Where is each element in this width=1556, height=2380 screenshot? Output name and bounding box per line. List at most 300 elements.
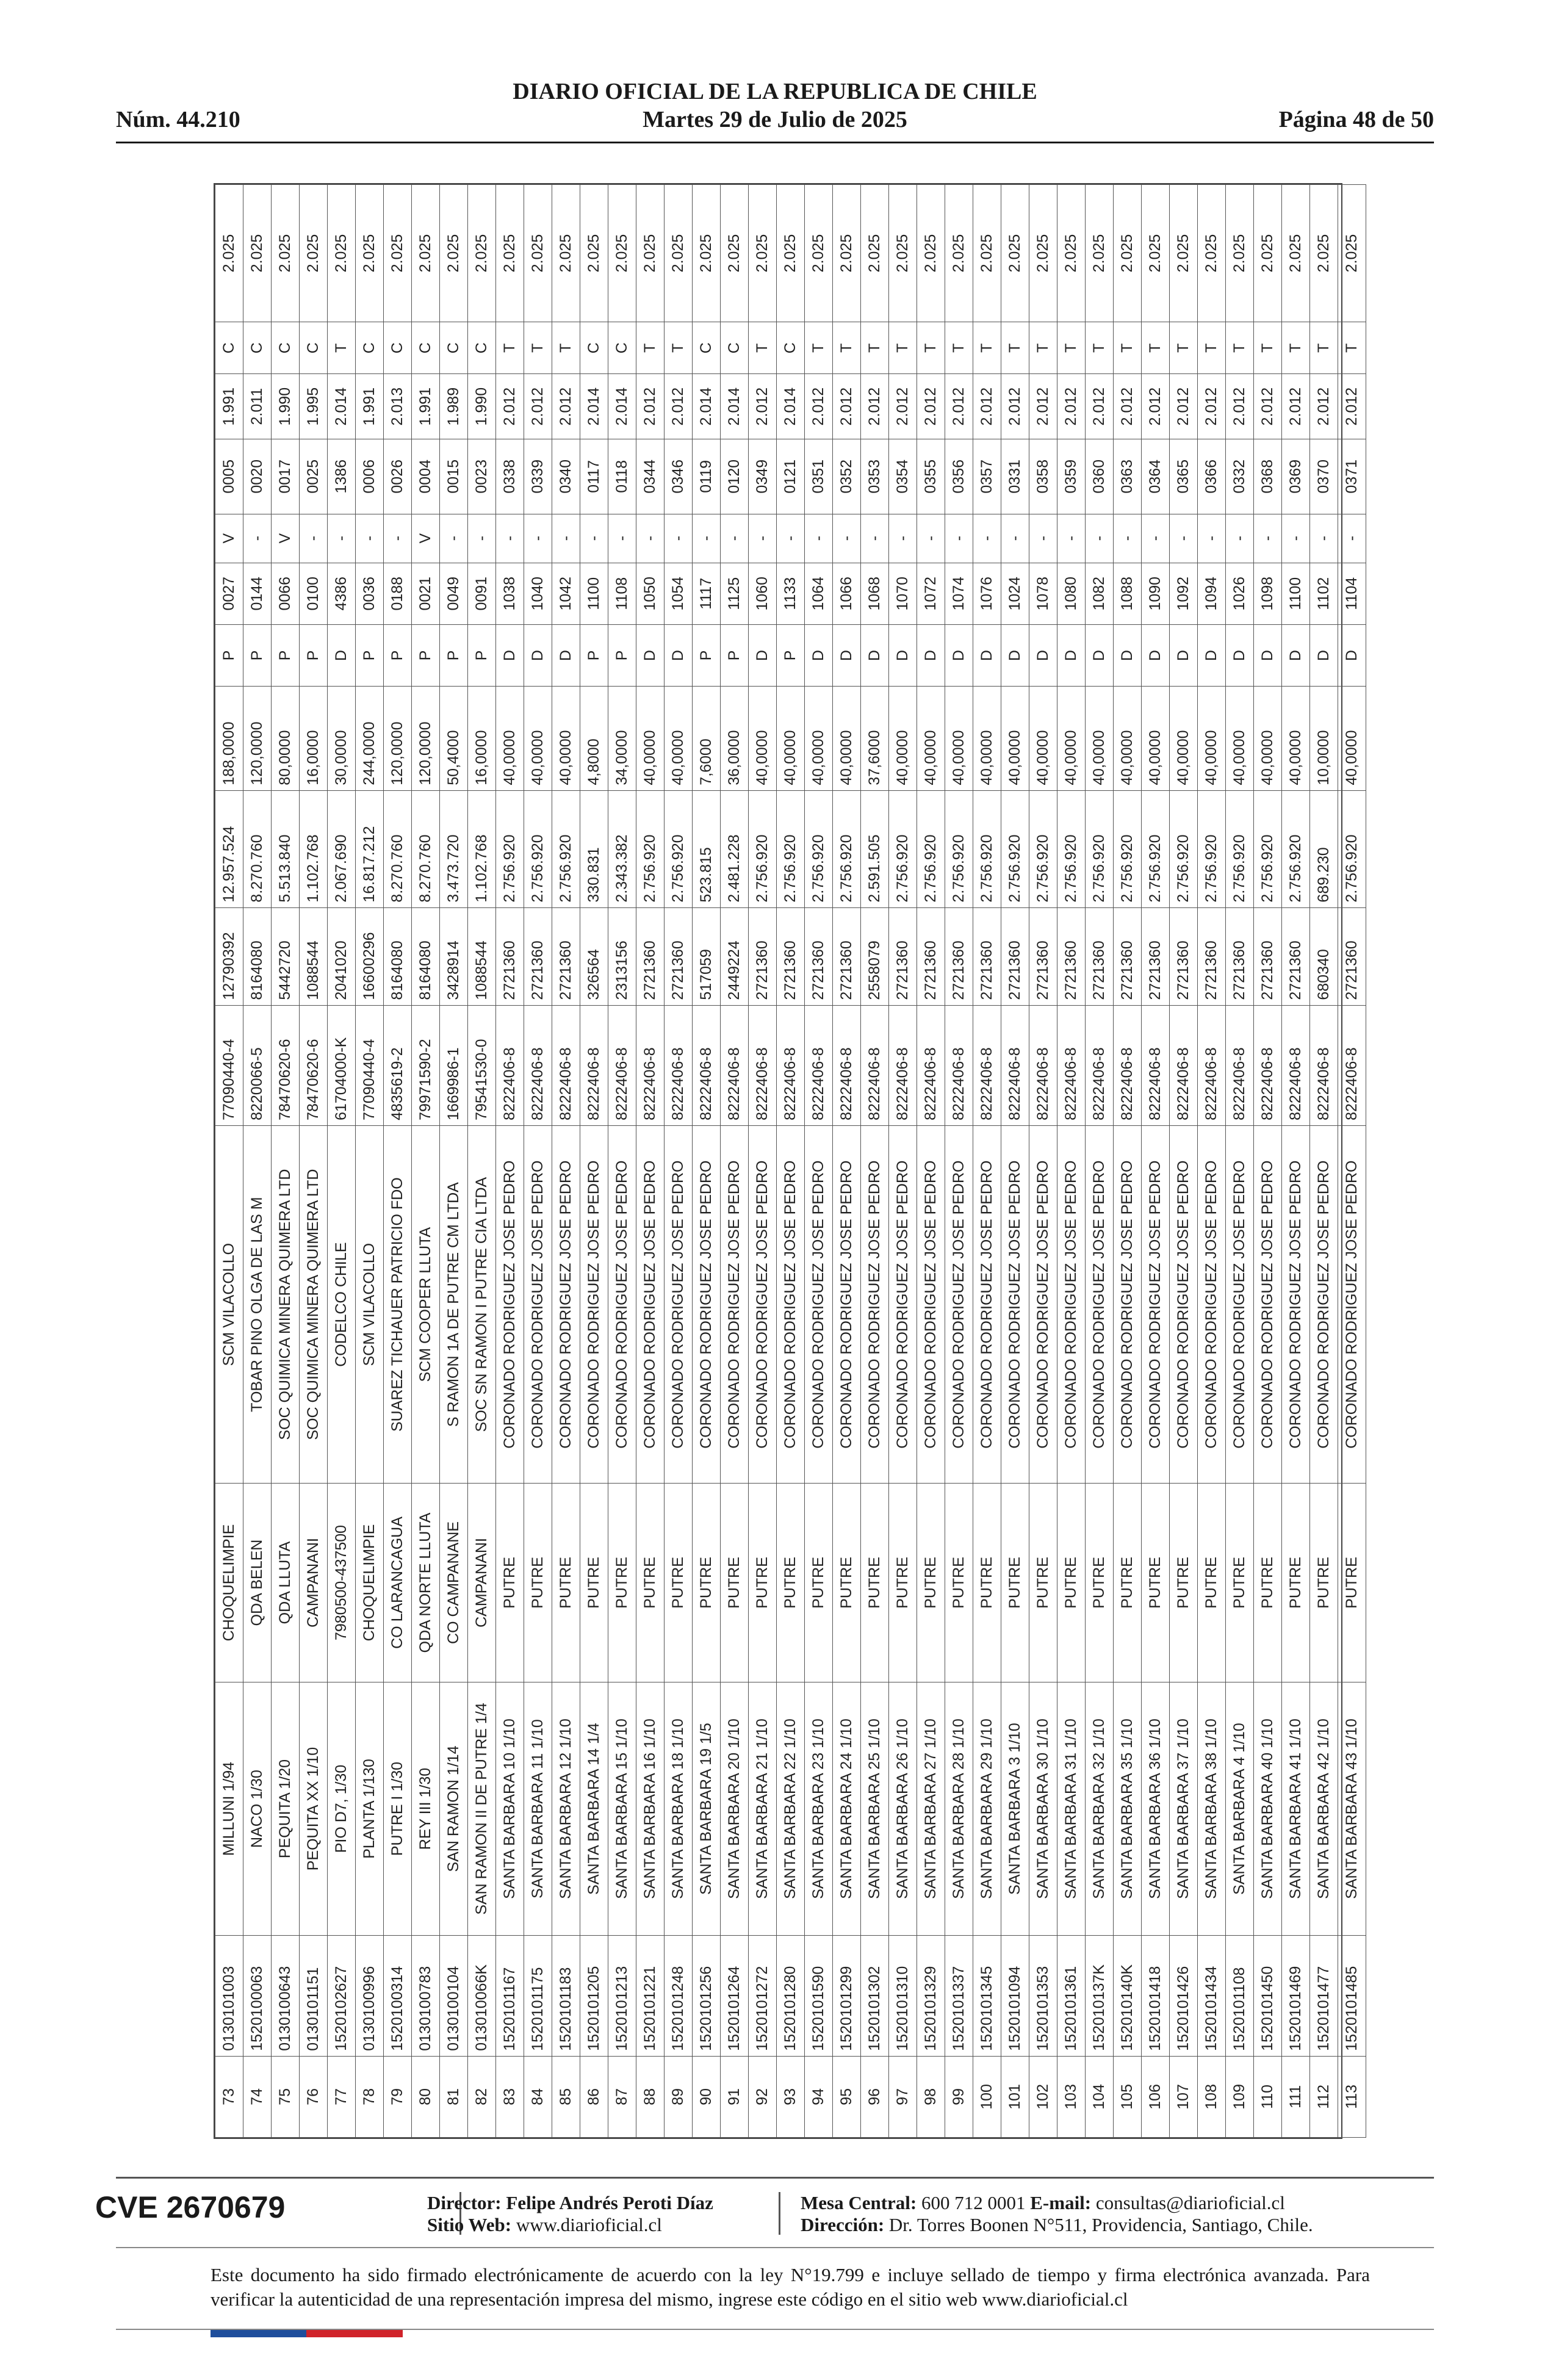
table-row: [973, 185, 1001, 2138]
cell-year: 2.012: [636, 374, 665, 439]
cell-code-2: 0358: [1029, 439, 1057, 514]
cell-rut: 8222406-8: [777, 1005, 805, 1125]
cell-value-1: 2721360: [1254, 907, 1282, 1005]
table-row: [243, 185, 272, 2138]
cell-location: PUTRE: [496, 1484, 524, 1682]
cell-owner: CORONADO RODRIGUEZ JOSE PEDRO: [524, 1125, 552, 1483]
cell-class: T: [1254, 322, 1282, 374]
cell-year: 2.012: [524, 374, 552, 439]
cell-hectares: 50,4000: [440, 687, 468, 791]
table-row: [1338, 185, 1366, 2138]
cell-class: T: [552, 322, 580, 374]
cell-location: PUTRE: [1338, 1484, 1366, 1682]
table-row: [356, 185, 384, 2138]
table-row: [1254, 185, 1282, 2138]
cell-flag: -: [1057, 514, 1086, 563]
cell-location: PUTRE: [777, 1484, 805, 1682]
cell-type: D: [889, 624, 917, 686]
cell-value-2: 689.230: [1310, 790, 1338, 907]
cell-owner: CORONADO RODRIGUEZ JOSE PEDRO: [1029, 1125, 1057, 1483]
table-body: [215, 185, 1366, 2138]
cell-hectares: 40,0000: [945, 687, 973, 791]
cell-code-2: 0015: [440, 439, 468, 514]
cell-type: D: [1057, 624, 1086, 686]
cell-value-1: 2721360: [496, 907, 524, 1005]
cell-rol-number: 1520101353: [1029, 1936, 1057, 2056]
cell-code-2: 0017: [272, 439, 300, 514]
cell-tax-year: 2.025: [917, 185, 945, 322]
cell-row-index: 99: [945, 2056, 973, 2137]
cell-value-1: 8164080: [384, 907, 412, 1005]
cell-value-1: 12790392: [215, 907, 243, 1005]
cell-concession-name: SANTA BARBARA 32 1/10: [1086, 1682, 1114, 1936]
cell-value-2: 1.102.768: [300, 790, 328, 907]
cell-year: 2.012: [1170, 374, 1198, 439]
cell-value-1: 326564: [580, 907, 608, 1005]
cell-owner: CORONADO RODRIGUEZ JOSE PEDRO: [1142, 1125, 1170, 1483]
cell-hectares: 40,0000: [1282, 687, 1310, 791]
cell-concession-name: PUTRE I 1/30: [384, 1682, 412, 1936]
cell-owner: CORONADO RODRIGUEZ JOSE PEDRO: [1198, 1125, 1226, 1483]
cell-type: D: [665, 624, 693, 686]
cell-owner: S RAMON 1A DE PUTRE CM LTDA: [440, 1125, 468, 1483]
table-row: [749, 185, 777, 2138]
cell-owner: CORONADO RODRIGUEZ JOSE PEDRO: [973, 1125, 1001, 1483]
cell-owner: SUAREZ TICHAUER PATRICIO FDO: [384, 1125, 412, 1483]
cell-tax-year: 2.025: [945, 185, 973, 322]
cell-code-1: 1090: [1142, 563, 1170, 624]
cell-hectares: 16,0000: [300, 687, 328, 791]
cell-tax-year: 2.025: [328, 185, 356, 322]
cell-flag: -: [693, 514, 721, 563]
cell-rol-number: 013010066K: [468, 1936, 496, 2056]
cell-rol-number: 1520101485: [1338, 1936, 1366, 2056]
cell-code-2: 0005: [215, 439, 243, 514]
cell-value-2: 2.756.920: [636, 790, 665, 907]
cell-class: C: [693, 322, 721, 374]
cell-flag: -: [552, 514, 580, 563]
table-row: [917, 185, 945, 2138]
cell-location: PUTRE: [665, 1484, 693, 1682]
cell-class: C: [243, 322, 272, 374]
cell-row-index: 109: [1226, 2056, 1254, 2137]
cell-code-2: 0351: [805, 439, 833, 514]
cell-row-index: 93: [777, 2056, 805, 2137]
cell-type: P: [215, 624, 243, 686]
cell-owner: CORONADO RODRIGUEZ JOSE PEDRO: [917, 1125, 945, 1483]
cell-owner: CORONADO RODRIGUEZ JOSE PEDRO: [833, 1125, 861, 1483]
cell-hectares: 10,0000: [1310, 687, 1338, 791]
cell-code-2: 0006: [356, 439, 384, 514]
cell-code-1: 1042: [552, 563, 580, 624]
cell-value-2: 2.756.920: [749, 790, 777, 907]
table-row: [300, 185, 328, 2138]
cell-hectares: 30,0000: [328, 687, 356, 791]
cell-rol-number: 1520101213: [608, 1936, 636, 2056]
cell-rut: 8222406-8: [1198, 1005, 1226, 1125]
cell-rut: 8222406-8: [1282, 1005, 1310, 1125]
address-label: Dirección:: [801, 2214, 885, 2235]
cell-row-index: 73: [215, 2056, 243, 2137]
cell-location: PUTRE: [861, 1484, 889, 1682]
cell-concession-name: SANTA BARBARA 15 1/10: [608, 1682, 636, 1936]
cell-type: D: [861, 624, 889, 686]
cell-hectares: 40,0000: [889, 687, 917, 791]
cell-flag: -: [356, 514, 384, 563]
cell-concession-name: SANTA BARBARA 20 1/10: [721, 1682, 749, 1936]
cell-row-index: 107: [1170, 2056, 1198, 2137]
cell-value-2: 2.756.920: [1226, 790, 1254, 907]
cell-concession-name: SANTA BARBARA 40 1/10: [1254, 1682, 1282, 1936]
cell-rol-number: 0130101003: [215, 1936, 243, 2056]
concessions-table: [215, 184, 1366, 2138]
cell-rol-number: 1520101205: [580, 1936, 608, 2056]
cell-flag: -: [1226, 514, 1254, 563]
cell-class: T: [1001, 322, 1029, 374]
cell-type: P: [468, 624, 496, 686]
cell-rut: 8222406-8: [1226, 1005, 1254, 1125]
cell-value-2: 2.756.920: [805, 790, 833, 907]
cell-owner: CORONADO RODRIGUEZ JOSE PEDRO: [861, 1125, 889, 1483]
cell-value-2: 2.756.920: [1142, 790, 1170, 907]
cell-type: P: [693, 624, 721, 686]
cell-value-2: 2.756.920: [1338, 790, 1366, 907]
cell-flag: -: [1310, 514, 1338, 563]
mesa-label: Mesa Central:: [801, 2192, 917, 2213]
cell-year: 2.012: [1226, 374, 1254, 439]
cell-value-2: 2.756.920: [665, 790, 693, 907]
cell-hectares: 37,6000: [861, 687, 889, 791]
cell-year: 1.990: [272, 374, 300, 439]
cell-hectares: 40,0000: [917, 687, 945, 791]
cell-row-index: 77: [328, 2056, 356, 2137]
table-row: [440, 185, 468, 2138]
cell-code-2: 0025: [300, 439, 328, 514]
cell-class: T: [636, 322, 665, 374]
cell-flag: -: [973, 514, 1001, 563]
cell-rut: 8222406-8: [1029, 1005, 1057, 1125]
cell-concession-name: SANTA BARBARA 16 1/10: [636, 1682, 665, 1936]
cell-concession-name: SANTA BARBARA 14 1/4: [580, 1682, 608, 1936]
cell-year: 2.014: [721, 374, 749, 439]
cell-tax-year: 2.025: [1254, 185, 1282, 322]
cell-code-2: 0338: [496, 439, 524, 514]
cell-concession-name: SANTA BARBARA 11 1/10: [524, 1682, 552, 1936]
cell-rut: 8222406-8: [1310, 1005, 1338, 1125]
cell-concession-name: PIO D7, 1/30: [328, 1682, 356, 1936]
cell-hectares: 40,0000: [1001, 687, 1029, 791]
table-row: [1057, 185, 1086, 2138]
cell-code-1: 0049: [440, 563, 468, 624]
cell-code-2: 0121: [777, 439, 805, 514]
cell-rut: 8222406-8: [1001, 1005, 1029, 1125]
cell-rut: 8222406-8: [1338, 1005, 1366, 1125]
cell-type: P: [721, 624, 749, 686]
cell-type: P: [272, 624, 300, 686]
cell-row-index: 86: [580, 2056, 608, 2137]
cell-rol-number: 1520101337: [945, 1936, 973, 2056]
cell-class: C: [468, 322, 496, 374]
cell-rut: 8222406-8: [496, 1005, 524, 1125]
cell-value-2: 2.756.920: [1170, 790, 1198, 907]
cell-rol-number: 1520101345: [973, 1936, 1001, 2056]
cell-concession-name: SANTA BARBARA 30 1/10: [1029, 1682, 1057, 1936]
cell-owner: CORONADO RODRIGUEZ JOSE PEDRO: [552, 1125, 580, 1483]
issue-number: Núm. 44.210: [116, 107, 240, 132]
cell-rol-number: 1520101426: [1170, 1936, 1198, 2056]
cell-code-1: 1026: [1226, 563, 1254, 624]
cell-flag: -: [580, 514, 608, 563]
cell-code-2: 0364: [1142, 439, 1170, 514]
cell-row-index: 85: [552, 2056, 580, 2137]
cell-rol-number: 1520101167: [496, 1936, 524, 2056]
flag-stripe: [211, 2330, 403, 2337]
cell-flag: -: [440, 514, 468, 563]
cell-value-1: 2721360: [945, 907, 973, 1005]
cell-code-2: 0332: [1226, 439, 1254, 514]
website-label: Sitio Web:: [427, 2214, 512, 2235]
cell-value-2: 2.756.920: [777, 790, 805, 907]
cell-rut: 4835619-2: [384, 1005, 412, 1125]
table-row: [1170, 185, 1198, 2138]
cell-concession-name: MILLUNI 1/94: [215, 1682, 243, 1936]
table-row: [861, 185, 889, 2138]
cell-location: CHOQUELIMPIE: [356, 1484, 384, 1682]
cell-class: C: [384, 322, 412, 374]
cell-tax-year: 2.025: [496, 185, 524, 322]
cell-year: 2.012: [1254, 374, 1282, 439]
cell-rol-number: 0130100783: [412, 1936, 440, 2056]
cell-rut: 8222406-8: [524, 1005, 552, 1125]
cell-rol-number: 0130101151: [300, 1936, 328, 2056]
table-row: [1310, 185, 1338, 2138]
cell-code-1: 1082: [1086, 563, 1114, 624]
cell-concession-name: SANTA BARBARA 27 1/10: [917, 1682, 945, 1936]
cell-concession-name: SANTA BARBARA 25 1/10: [861, 1682, 889, 1936]
rotated-table-wrapper: [215, 184, 1360, 2138]
cell-tax-year: 2.025: [1114, 185, 1142, 322]
website-link[interactable]: www.diarioficial.cl: [516, 2214, 662, 2235]
cell-value-1: 2721360: [1198, 907, 1226, 1005]
cell-row-index: 83: [496, 2056, 524, 2137]
cell-concession-name: SANTA BARBARA 42 1/10: [1310, 1682, 1338, 1936]
cell-rut: 8222406-8: [861, 1005, 889, 1125]
cell-concession-name: SANTA BARBARA 4 1/10: [1226, 1682, 1254, 1936]
cell-type: P: [243, 624, 272, 686]
table-row: [777, 185, 805, 2138]
cell-code-1: 1038: [496, 563, 524, 624]
cell-row-index: 74: [243, 2056, 272, 2137]
table-row: [580, 185, 608, 2138]
cell-flag: -: [889, 514, 917, 563]
cell-owner: CORONADO RODRIGUEZ JOSE PEDRO: [1170, 1125, 1198, 1483]
cell-value-1: 2721360: [833, 907, 861, 1005]
table-row: [384, 185, 412, 2138]
cell-tax-year: 2.025: [608, 185, 636, 322]
cell-location: QDA BELEN: [243, 1484, 272, 1682]
cell-code-1: 1072: [917, 563, 945, 624]
cell-value-2: 330.831: [580, 790, 608, 907]
cell-type: D: [1254, 624, 1282, 686]
cell-value-2: 2.481.228: [721, 790, 749, 907]
cell-hectares: 40,0000: [1142, 687, 1170, 791]
cell-owner: SOC SN RAMON I PUTRE CIA LTDA: [468, 1125, 496, 1483]
cell-rut: 8222406-8: [608, 1005, 636, 1125]
cell-rut: 8222406-8: [833, 1005, 861, 1125]
cell-rol-number: 1520101299: [833, 1936, 861, 2056]
cell-hectares: 40,0000: [805, 687, 833, 791]
cell-rol-number: 1520101469: [1282, 1936, 1310, 2056]
cell-owner: CORONADO RODRIGUEZ JOSE PEDRO: [721, 1125, 749, 1483]
cell-hectares: 40,0000: [1254, 687, 1282, 791]
cell-owner: SCM VILACOLLO: [215, 1125, 243, 1483]
cell-rut: 8220066-5: [243, 1005, 272, 1125]
cell-year: 2.014: [693, 374, 721, 439]
cell-year: 2.011: [243, 374, 272, 439]
cell-value-1: 8164080: [412, 907, 440, 1005]
cell-value-1: 2313156: [608, 907, 636, 1005]
cell-value-1: 2041020: [328, 907, 356, 1005]
cell-flag: -: [300, 514, 328, 563]
cell-code-1: 1092: [1170, 563, 1198, 624]
cell-year: 1.991: [215, 374, 243, 439]
cell-tax-year: 2.025: [777, 185, 805, 322]
cell-class: T: [1226, 322, 1254, 374]
cell-flag: -: [917, 514, 945, 563]
cell-rut: 8222406-8: [749, 1005, 777, 1125]
cell-concession-name: SANTA BARBARA 29 1/10: [973, 1682, 1001, 1936]
cell-location: PUTRE: [552, 1484, 580, 1682]
cell-tax-year: 2.025: [272, 185, 300, 322]
cell-code-1: 1060: [749, 563, 777, 624]
cell-location: QDA LLUTA: [272, 1484, 300, 1682]
cell-code-1: 1050: [636, 563, 665, 624]
cell-concession-name: SANTA BARBARA 24 1/10: [833, 1682, 861, 1936]
table-row: [608, 185, 636, 2138]
cell-tax-year: 2.025: [356, 185, 384, 322]
cve-code: CVE 2670679: [95, 2190, 286, 2224]
cell-flag: -: [805, 514, 833, 563]
cell-concession-name: SANTA BARBARA 10 1/10: [496, 1682, 524, 1936]
cell-code-2: 0349: [749, 439, 777, 514]
cell-code-1: 1076: [973, 563, 1001, 624]
cell-type: D: [1142, 624, 1170, 686]
issue-date: Martes 29 de Julio de 2025: [643, 107, 907, 132]
cell-rut: 8222406-8: [580, 1005, 608, 1125]
cell-class: T: [1198, 322, 1226, 374]
table-row: [272, 185, 300, 2138]
cell-owner: CORONADO RODRIGUEZ JOSE PEDRO: [608, 1125, 636, 1483]
cell-code-2: 1386: [328, 439, 356, 514]
cell-rol-number: 1520100314: [384, 1936, 412, 2056]
cell-concession-name: SANTA BARBARA 28 1/10: [945, 1682, 973, 1936]
cell-flag: -: [1338, 514, 1366, 563]
cell-year: 2.012: [1114, 374, 1142, 439]
cell-year: 2.012: [1057, 374, 1086, 439]
cell-location: PUTRE: [805, 1484, 833, 1682]
page-indicator: Página 48 de 50: [1278, 107, 1434, 132]
table-row: [805, 185, 833, 2138]
cell-row-index: 89: [665, 2056, 693, 2137]
cell-year: 1.995: [300, 374, 328, 439]
cell-code-2: 0359: [1057, 439, 1086, 514]
cell-rol-number: 0130100104: [440, 1936, 468, 2056]
cell-concession-name: SANTA BARBARA 35 1/10: [1114, 1682, 1142, 1936]
cell-location: PUTRE: [1142, 1484, 1170, 1682]
cell-tax-year: 2.025: [833, 185, 861, 322]
cell-concession-name: PEQUITA 1/20: [272, 1682, 300, 1936]
cell-code-1: 0188: [384, 563, 412, 624]
footer-divider-top: [116, 2177, 1434, 2179]
cell-value-2: 2.756.920: [1282, 790, 1310, 907]
cell-hectares: 40,0000: [496, 687, 524, 791]
email-link[interactable]: consultas@diarioficial.cl: [1095, 2192, 1285, 2213]
cell-class: T: [496, 322, 524, 374]
cell-type: D: [328, 624, 356, 686]
cell-value-1: 2721360: [917, 907, 945, 1005]
cell-type: D: [833, 624, 861, 686]
cell-value-1: 2721360: [1226, 907, 1254, 1005]
cell-flag: -: [749, 514, 777, 563]
cell-owner: CODELCO CHILE: [328, 1125, 356, 1483]
cell-tax-year: 2.025: [636, 185, 665, 322]
cell-code-2: 0346: [665, 439, 693, 514]
cell-hectares: 40,0000: [1170, 687, 1198, 791]
cell-rut: 79971590-2: [412, 1005, 440, 1125]
cell-tax-year: 2.025: [243, 185, 272, 322]
cell-owner: CORONADO RODRIGUEZ JOSE PEDRO: [945, 1125, 973, 1483]
cell-year: 2.012: [1001, 374, 1029, 439]
cell-value-1: 517059: [693, 907, 721, 1005]
table-row: [412, 185, 440, 2138]
cell-flag: -: [496, 514, 524, 563]
cell-code-1: 0021: [412, 563, 440, 624]
cell-rol-number: 1520101450: [1254, 1936, 1282, 2056]
cell-value-1: 2721360: [1142, 907, 1170, 1005]
cell-owner: CORONADO RODRIGUEZ JOSE PEDRO: [1057, 1125, 1086, 1483]
cell-tax-year: 2.025: [1142, 185, 1170, 322]
cell-flag: -: [608, 514, 636, 563]
cell-location: PUTRE: [1254, 1484, 1282, 1682]
cell-hectares: 40,0000: [1114, 687, 1142, 791]
cell-tax-year: 2.025: [300, 185, 328, 322]
cell-flag: -: [1254, 514, 1282, 563]
cell-value-2: 2.756.920: [524, 790, 552, 907]
cell-flag: -: [384, 514, 412, 563]
cell-flag: -: [1142, 514, 1170, 563]
footer-separator-right: [779, 2192, 780, 2235]
cell-type: D: [1282, 624, 1310, 686]
contact-line: [801, 2192, 1285, 2214]
cell-class: C: [215, 322, 243, 374]
cell-owner: CORONADO RODRIGUEZ JOSE PEDRO: [749, 1125, 777, 1483]
cell-rut: 8222406-8: [1142, 1005, 1170, 1125]
cell-class: T: [889, 322, 917, 374]
cell-year: 2.012: [917, 374, 945, 439]
cell-type: D: [1226, 624, 1254, 686]
cell-code-1: 0036: [356, 563, 384, 624]
cell-class: T: [945, 322, 973, 374]
cell-value-2: 2.756.920: [1086, 790, 1114, 907]
cell-class: C: [300, 322, 328, 374]
cell-year: 2.012: [496, 374, 524, 439]
table-row: [721, 185, 749, 2138]
cell-hectares: 40,0000: [1086, 687, 1114, 791]
cell-code-2: 0353: [861, 439, 889, 514]
cell-value-1: 2721360: [749, 907, 777, 1005]
cell-value-2: 2.756.920: [1001, 790, 1029, 907]
cell-type: D: [1086, 624, 1114, 686]
